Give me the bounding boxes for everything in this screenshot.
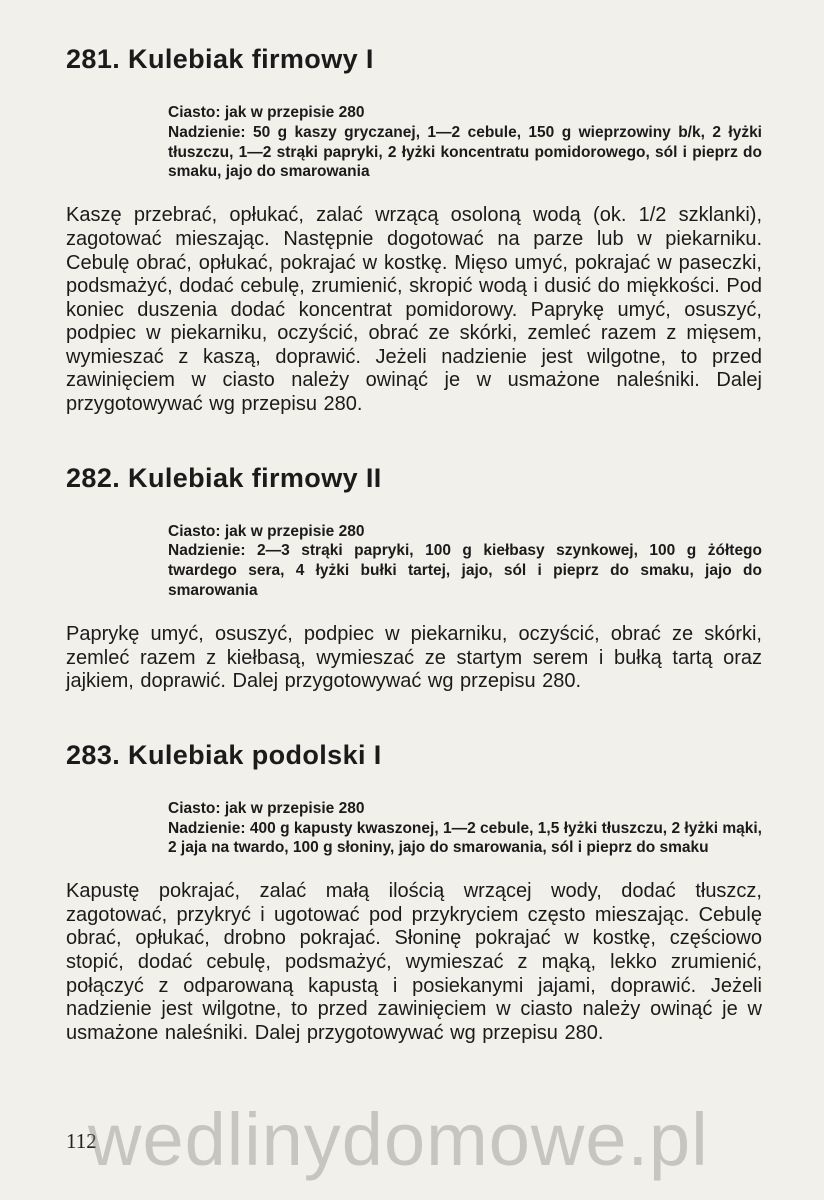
ciasto-label: Ciasto:: [168, 799, 221, 817]
recipe-instructions: Kaszę przebrać, opłukać, zalać wrzącą osoloną wodą (ok. 1/2 szklanki), zagotować mieszając. Następnie dogotować na parze lub w piekarniku. Cebulę obrać, opłukać, pokrajać w kostkę. Mięso umyć, pokrajać w paseczki, podsmażyć, dodać cebulę, zrumienić, skropić wodą i dusić do miękkości. Pod koniec duszenia dodać koncentrat pomidorowy. Paprykę umyć, osuszyć, podpiec w piekarniku, oczyścić, obrać ze skórki, zemleć razem z mięsem, wymieszać z kaszą, doprawić. Jeżeli nadzienie jest wilgotne, to przed zawinięciem w ciasto należy owinąć je w usmażone naleśniki. Dalej przygotowywać wg przepisu 280.: [66, 204, 762, 416]
watermark: wedlinydomowe.pl: [88, 1098, 709, 1181]
nadzienie-value: 50 g kaszy gryczanej, 1—2 cebule, 150 g wieprzowiny b/k, 2 łyżki tłuszczu, 1—2 strąki papryki, 2 łyżki koncentratu pomidorowego, sól i pieprz do smaku, jajo do smarowania: [168, 123, 762, 181]
recipe-281: [66, 44, 762, 417]
nadzienie-value: 400 g kapusty kwaszonej, 1—2 cebule, 1,5 łyżki tłuszczu, 2 łyżki mąki, 2 jaja na twardo, 100 g słoniny, jajo do smarowania, sól i pieprz do smaku: [168, 819, 762, 857]
nadzienie-line: [168, 819, 762, 859]
nadzienie-label: Nadzienie:: [168, 819, 246, 837]
recipe-instructions: Kapustę pokrajać, zalać małą ilością wrzącej wody, dodać tłuszcz, zagotować, przykryć i ugotować pod przykryciem często mieszając. Cebulę obrać, opłukać, drobno pokrajać. Słoninę pokrajać w kostkę, częściowo stopić, dodać cebulę, podsmażyć, wymieszać z mąką, lekko zrumienić, połączyć z odparowaną kapustą i posiekanymi jajami, doprawić. Jeżeli nadzienie jest wilgotne, to przed zawinięciem w ciasto należy owinąć je w usmażone naleśniki. Dalej przygotowywać wg przepisu 280.: [66, 880, 762, 1044]
nadzienie-line: [168, 123, 762, 182]
nadzienie-label: Nadzienie:: [168, 542, 246, 560]
recipe-ingredients: [168, 103, 762, 182]
ciasto-value: jak w przepisie 280: [224, 104, 365, 121]
recipe-title: 283. Kulebiak podolski I: [66, 739, 382, 770]
nadzienie-label: Nadzienie:: [168, 123, 246, 141]
recipe-ingredients: [168, 799, 762, 858]
recipe-title: 281. Kulebiak firmowy I: [66, 44, 374, 74]
recipe-283: [66, 740, 762, 1046]
ciasto-label: Ciasto:: [168, 104, 221, 121]
ciasto-line: [168, 522, 762, 542]
ciasto-value: jak w przepisie 280: [224, 522, 365, 540]
recipe-title: 282. Kulebiak firmowy II: [66, 462, 382, 493]
ciasto-line: [168, 103, 762, 123]
recipe-instructions: Paprykę umyć, osuszyć, podpiec w piekarniku, oczyścić, obrać ze skórki, zemleć razem z kiełbasą, wymieszać ze startym serem i bułką tartą oraz jajkiem, doprawić. Dalej przygotowywać wg przepisu 280.: [66, 622, 762, 693]
ciasto-label: Ciasto:: [168, 522, 221, 540]
recipe-282: [66, 463, 762, 694]
recipe-ingredients: [168, 522, 762, 601]
ciasto-value: jak w przepisie 280: [224, 799, 365, 817]
page-number: 112: [66, 1129, 97, 1153]
nadzienie-value: 2—3 strąki papryki, 100 g kiełbasy szynkowej, 100 g żółtego twardego sera, 4 łyżki bułki tartej, jajo, sól i pieprz do smaku, jajo do smarowania: [168, 542, 762, 600]
nadzienie-line: [168, 541, 762, 600]
ciasto-line: [168, 799, 762, 819]
